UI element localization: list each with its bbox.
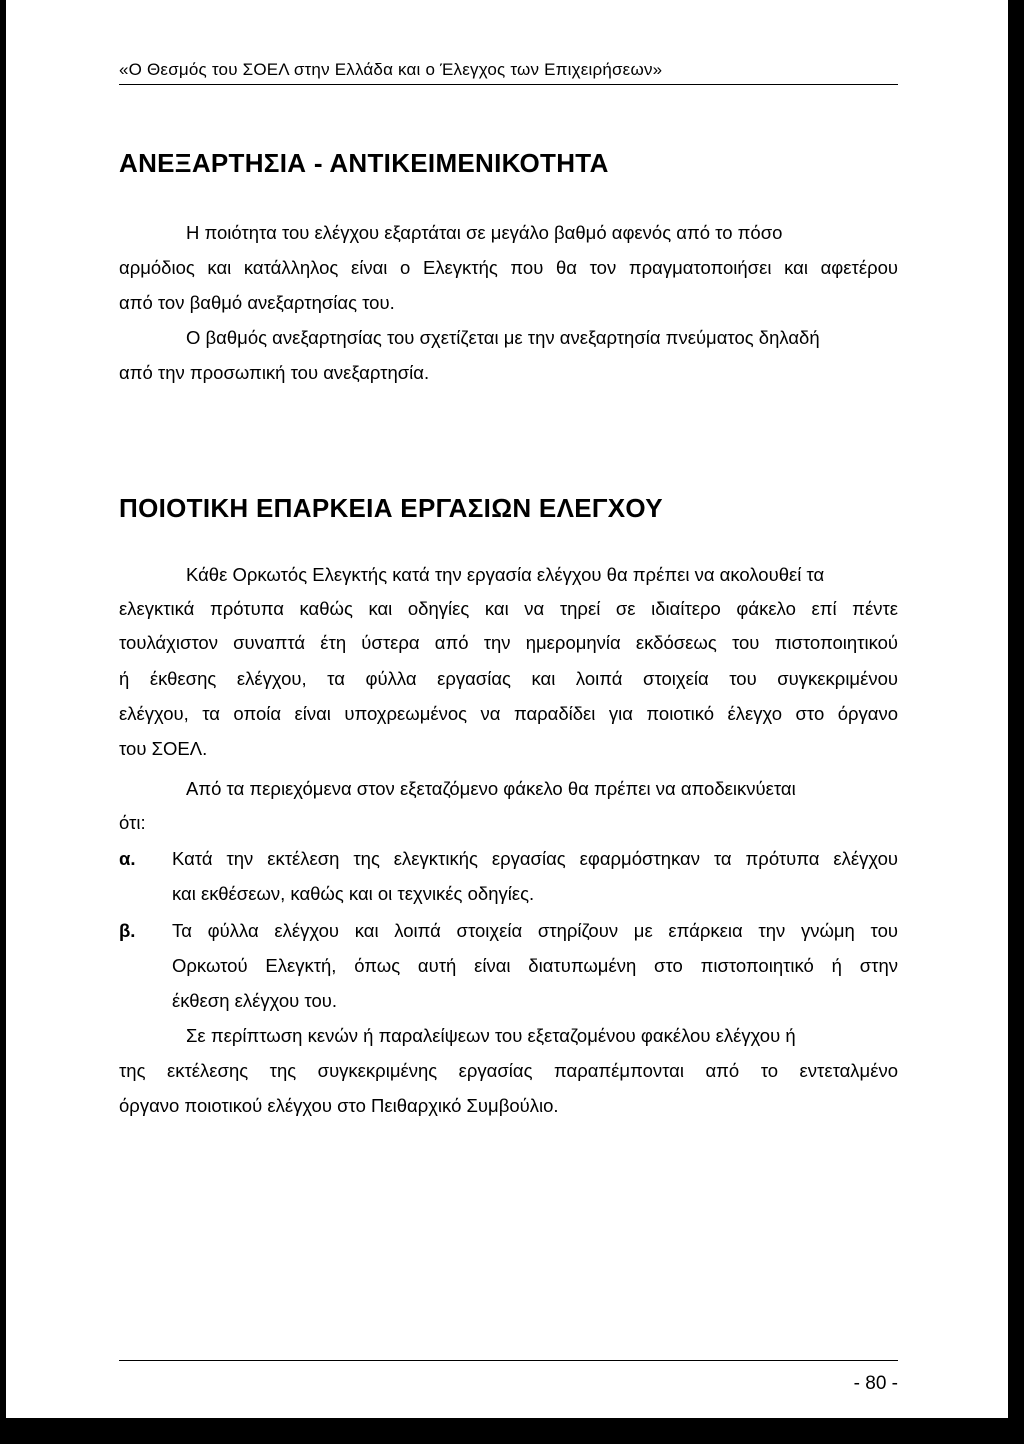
paragraph-line: ή έκθεσης ελέγχου, τα φύλλα εργασίας και λοιπά στοιχεία του συγκεκριμένου (119, 668, 898, 689)
paragraph-line: ότι: (119, 812, 146, 833)
section-heading-independence: ΑΝΕΞΑΡΤΗΣΙΑ - ΑΝΤΙΚΕΙΜΕΝΙΚΟΤΗΤΑ (119, 148, 609, 178)
document-page (6, 0, 1008, 1418)
list-item-line: Ορκωτού Ελεγκτή, όπως αυτή είναι διατυπωμένη στο πιστοποιητικό ή στην (172, 955, 898, 976)
section-heading-quality: ΠΟΙΟΤΙΚΗ ΕΠΑΡΚΕΙΑ ΕΡΓΑΣΙΩΝ ΕΛΕΓΧΟΥ (119, 493, 663, 523)
running-header: «Ο Θεσμός του ΣΟΕΛ στην Ελλάδα και ο Έλεγχος των Επιχειρήσεων» (119, 60, 663, 79)
paragraph-line: τουλάχιστον συναπτά έτη ύστερα από την ημερομηνία εκδόσεως του πιστοποιητικού (119, 632, 898, 653)
paragraph-line: Ο βαθμός ανεξαρτησίας του σχετίζεται με την ανεξαρτησία πνεύματος δηλαδή (186, 327, 820, 348)
paragraph-line: από τον βαθμό ανεξαρτησίας του. (119, 292, 395, 313)
paragraph-line: ελεγκτικά πρότυπα καθώς και οδηγίες και να τηρεί σε ιδιαίτερο φάκελο επί πέντε (119, 598, 898, 619)
paragraph-line: Κάθε Ορκωτός Ελεγκτής κατά την εργασία ελέγχου θα πρέπει να ακολουθεί τα (186, 564, 825, 585)
list-item-line: Τα φύλλα ελέγχου και λοιπά στοιχεία στηρίζουν με επάρκεια την γνώμη του (172, 920, 898, 941)
header-rule (119, 84, 898, 85)
paragraph-line: της εκτέλεσης της συγκεκριμένης εργασίας παραπέμπονται από το εντεταλμένο (119, 1060, 898, 1081)
list-marker-a: α. (119, 848, 136, 869)
page-number: - 80 - (853, 1373, 898, 1394)
list-item-line: έκθεση ελέγχου του. (172, 990, 338, 1011)
list-marker-b: β. (119, 920, 136, 941)
paragraph-line: όργανο ποιοτικού ελέγχου στο Πειθαρχικό Συμβούλιο. (119, 1095, 559, 1116)
footer-rule (119, 1360, 898, 1361)
paragraph-line: αρμόδιος και κατάλληλος είναι ο Ελεγκτής που θα τον πραγματοποιήσει και αφετέρου (119, 257, 898, 278)
paragraph-line: του ΣΟΕΛ. (119, 738, 208, 759)
paragraph-line: Η ποιότητα του ελέγχου εξαρτάται σε μεγάλο βαθμό αφενός από το πόσο (186, 222, 783, 243)
paragraph-line: ελέγχου, τα οποία είναι υποχρεωμένος να παραδίδει για ποιοτικό έλεγχο στο όργανο (119, 703, 898, 724)
paragraph-line: Από τα περιεχόμενα στον εξεταζόμενο φάκελο θα πρέπει να αποδεικνύεται (186, 778, 796, 799)
list-item-line: και εκθέσεων, καθώς και οι τεχνικές οδηγίες. (172, 883, 535, 904)
paragraph-line: Σε περίπτωση κενών ή παραλείψεων του εξεταζομένου φακέλου ελέγχου ή (186, 1025, 796, 1046)
list-item-line: Κατά την εκτέλεση της ελεγκτικής εργασίας εφαρμόστηκαν τα πρότυπα ελέγχου (172, 848, 898, 869)
paragraph-line: από την προσωπική του ανεξαρτησία. (119, 362, 430, 383)
